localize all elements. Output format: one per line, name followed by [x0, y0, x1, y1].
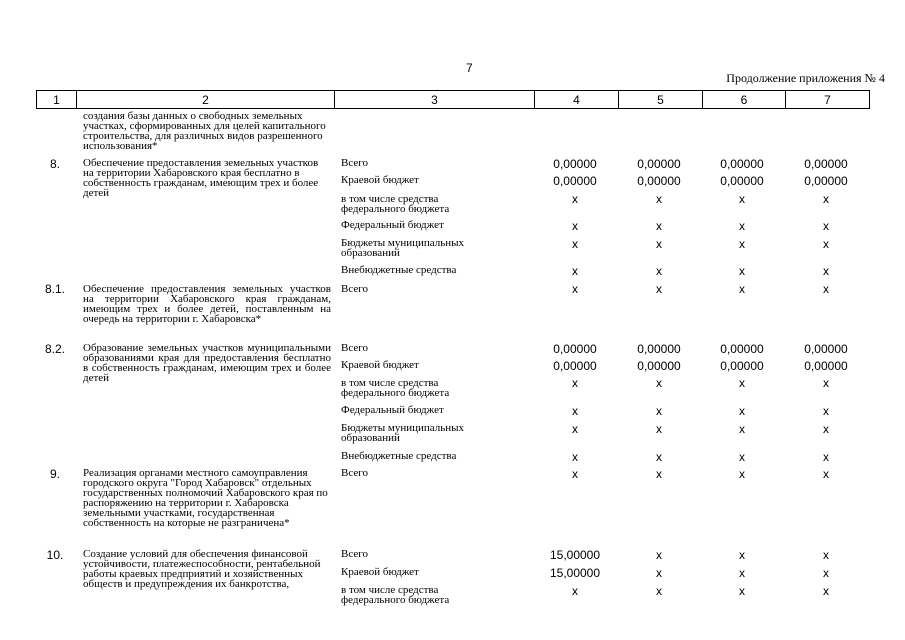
source-label: Краевой бюджет	[341, 359, 419, 371]
row-number: 10.	[46, 548, 64, 562]
column-header-1: 1	[37, 91, 77, 109]
value-cell: х	[739, 237, 745, 251]
value-cell: х	[656, 282, 662, 296]
column-header-row	[36, 90, 870, 109]
value-cell: х	[823, 584, 829, 598]
value-cell: 0,00000	[637, 342, 681, 356]
value-cell: х	[572, 264, 578, 278]
value-cell: 0,00000	[553, 157, 597, 171]
value-cell: х	[739, 404, 745, 418]
value-cell: х	[823, 282, 829, 296]
value-cell: х	[739, 219, 745, 233]
value-cell: 0,00000	[804, 359, 848, 373]
source-label: Внебюджетные средства	[341, 264, 457, 276]
value-cell: х	[572, 450, 578, 464]
value-cell: х	[823, 404, 829, 418]
value-cell: х	[572, 237, 578, 251]
source-label: Всего	[341, 157, 368, 169]
source-label: Всего	[341, 467, 368, 479]
value-cell: 0,00000	[720, 359, 764, 373]
value-cell: х	[823, 548, 829, 562]
row-number: 8.2.	[44, 342, 65, 356]
value-cell: х	[823, 467, 829, 481]
value-cell: х	[656, 376, 662, 390]
source-label: Бюджеты муниципальных образований	[341, 422, 465, 444]
value-cell: х	[572, 192, 578, 206]
row-description: Реализация органами местного самоуправления городского округа "Город Хабаровск" отдельных государственных полномочий Хабаровского края по распоряжению на территории г. Хабаровска земельными участками, государственная собственность на которые не разграничена*	[83, 467, 328, 529]
continuation-text: создания базы данных о свободных земельных участках, сформированных для целей капитального строительства, для различных видов разрешенного использования*	[83, 110, 326, 152]
value-cell: х	[823, 450, 829, 464]
column-header-5: 5	[619, 91, 703, 109]
value-cell: х	[656, 548, 662, 562]
value-cell: х	[656, 237, 662, 251]
value-cell: 0,00000	[804, 157, 848, 171]
value-cell: х	[656, 566, 662, 580]
column-header-4: 4	[535, 91, 619, 109]
value-cell: 0,00000	[553, 359, 597, 373]
column-header-6: 6	[703, 91, 786, 109]
value-cell: х	[572, 376, 578, 390]
value-cell: х	[739, 376, 745, 390]
value-cell: 0,00000	[720, 157, 764, 171]
value-cell: х	[656, 192, 662, 206]
column-header-7: 7	[786, 91, 870, 109]
value-cell: х	[823, 376, 829, 390]
source-label: Бюджеты муниципальных образований	[341, 237, 465, 259]
column-header-3: 3	[335, 91, 535, 109]
value-cell: х	[572, 219, 578, 233]
source-label: Федеральный бюджет	[341, 219, 444, 231]
row-description: Обеспечение предоставления земельных участков на территории Хабаровского края бесплатно в собственность гражданам, имеющим трех и более детей	[83, 157, 319, 199]
source-label: Краевой бюджет	[341, 566, 419, 578]
value-cell: 0,00000	[720, 174, 764, 188]
value-cell: х	[823, 219, 829, 233]
row-description: Обеспечение предоставления земельных участков на территории Хабаровского края гражданам, имеющим трех и более детей, поставленным на очередь на территории г. Хабаровска*	[83, 283, 331, 325]
value-cell: х	[739, 566, 745, 580]
source-label: Краевой бюджет	[341, 174, 419, 186]
value-cell: х	[739, 450, 745, 464]
value-cell: х	[572, 422, 578, 436]
page-number: 7	[466, 61, 473, 75]
value-cell: х	[739, 548, 745, 562]
value-cell: х	[739, 422, 745, 436]
row-number: 8.1.	[44, 282, 65, 296]
value-cell: 0,00000	[553, 342, 597, 356]
value-cell: 0,00000	[637, 359, 681, 373]
value-cell: х	[823, 264, 829, 278]
source-label: Внебюджетные средства	[341, 450, 457, 462]
value-cell: х	[656, 219, 662, 233]
value-cell: х	[656, 264, 662, 278]
value-cell: х	[656, 584, 662, 598]
value-cell: 0,00000	[804, 342, 848, 356]
row-description: Создание условий для обеспечения финансовой устойчивости, платежеспособности, рентабельной работы краевых предприятий и хозяйственных обществ и предупреждения их банкротства,	[83, 548, 321, 590]
source-label: в том числе средства федерального бюджета	[341, 193, 450, 215]
value-cell: х	[656, 422, 662, 436]
value-cell: х	[823, 237, 829, 251]
source-label: Всего	[341, 283, 368, 295]
value-cell: х	[572, 584, 578, 598]
value-cell: х	[739, 264, 745, 278]
value-cell: х	[823, 422, 829, 436]
value-cell: 0,00000	[720, 342, 764, 356]
value-cell: х	[739, 584, 745, 598]
value-cell: х	[572, 467, 578, 481]
row-description: Образование земельных участков муниципальными образованиями края для предоставления бесплатно в собственность гражданам, имеющим трех и более детей	[83, 342, 331, 384]
value-cell: х	[739, 467, 745, 481]
value-cell: х	[823, 192, 829, 206]
source-label: Всего	[341, 342, 368, 354]
value-cell: 15,00000	[549, 566, 601, 580]
source-label: Федеральный бюджет	[341, 404, 444, 416]
column-header-2: 2	[77, 91, 335, 109]
source-label: Всего	[341, 548, 368, 560]
value-cell: 0,00000	[637, 157, 681, 171]
value-cell: 0,00000	[553, 174, 597, 188]
value-cell: х	[823, 566, 829, 580]
value-cell: х	[656, 467, 662, 481]
value-cell: х	[572, 282, 578, 296]
value-cell: 15,00000	[549, 548, 601, 562]
source-label: в том числе средства федерального бюджета	[341, 584, 450, 606]
source-label: в том числе средства федерального бюджета	[341, 377, 450, 399]
appendix-title: Продолжение приложения № 4	[726, 71, 885, 85]
value-cell: х	[656, 450, 662, 464]
row-number: 8.	[49, 157, 60, 171]
value-cell: х	[572, 404, 578, 418]
value-cell: 0,00000	[804, 174, 848, 188]
value-cell: х	[739, 282, 745, 296]
value-cell: х	[656, 404, 662, 418]
value-cell: х	[739, 192, 745, 206]
row-number: 9.	[49, 467, 60, 481]
value-cell: 0,00000	[637, 174, 681, 188]
